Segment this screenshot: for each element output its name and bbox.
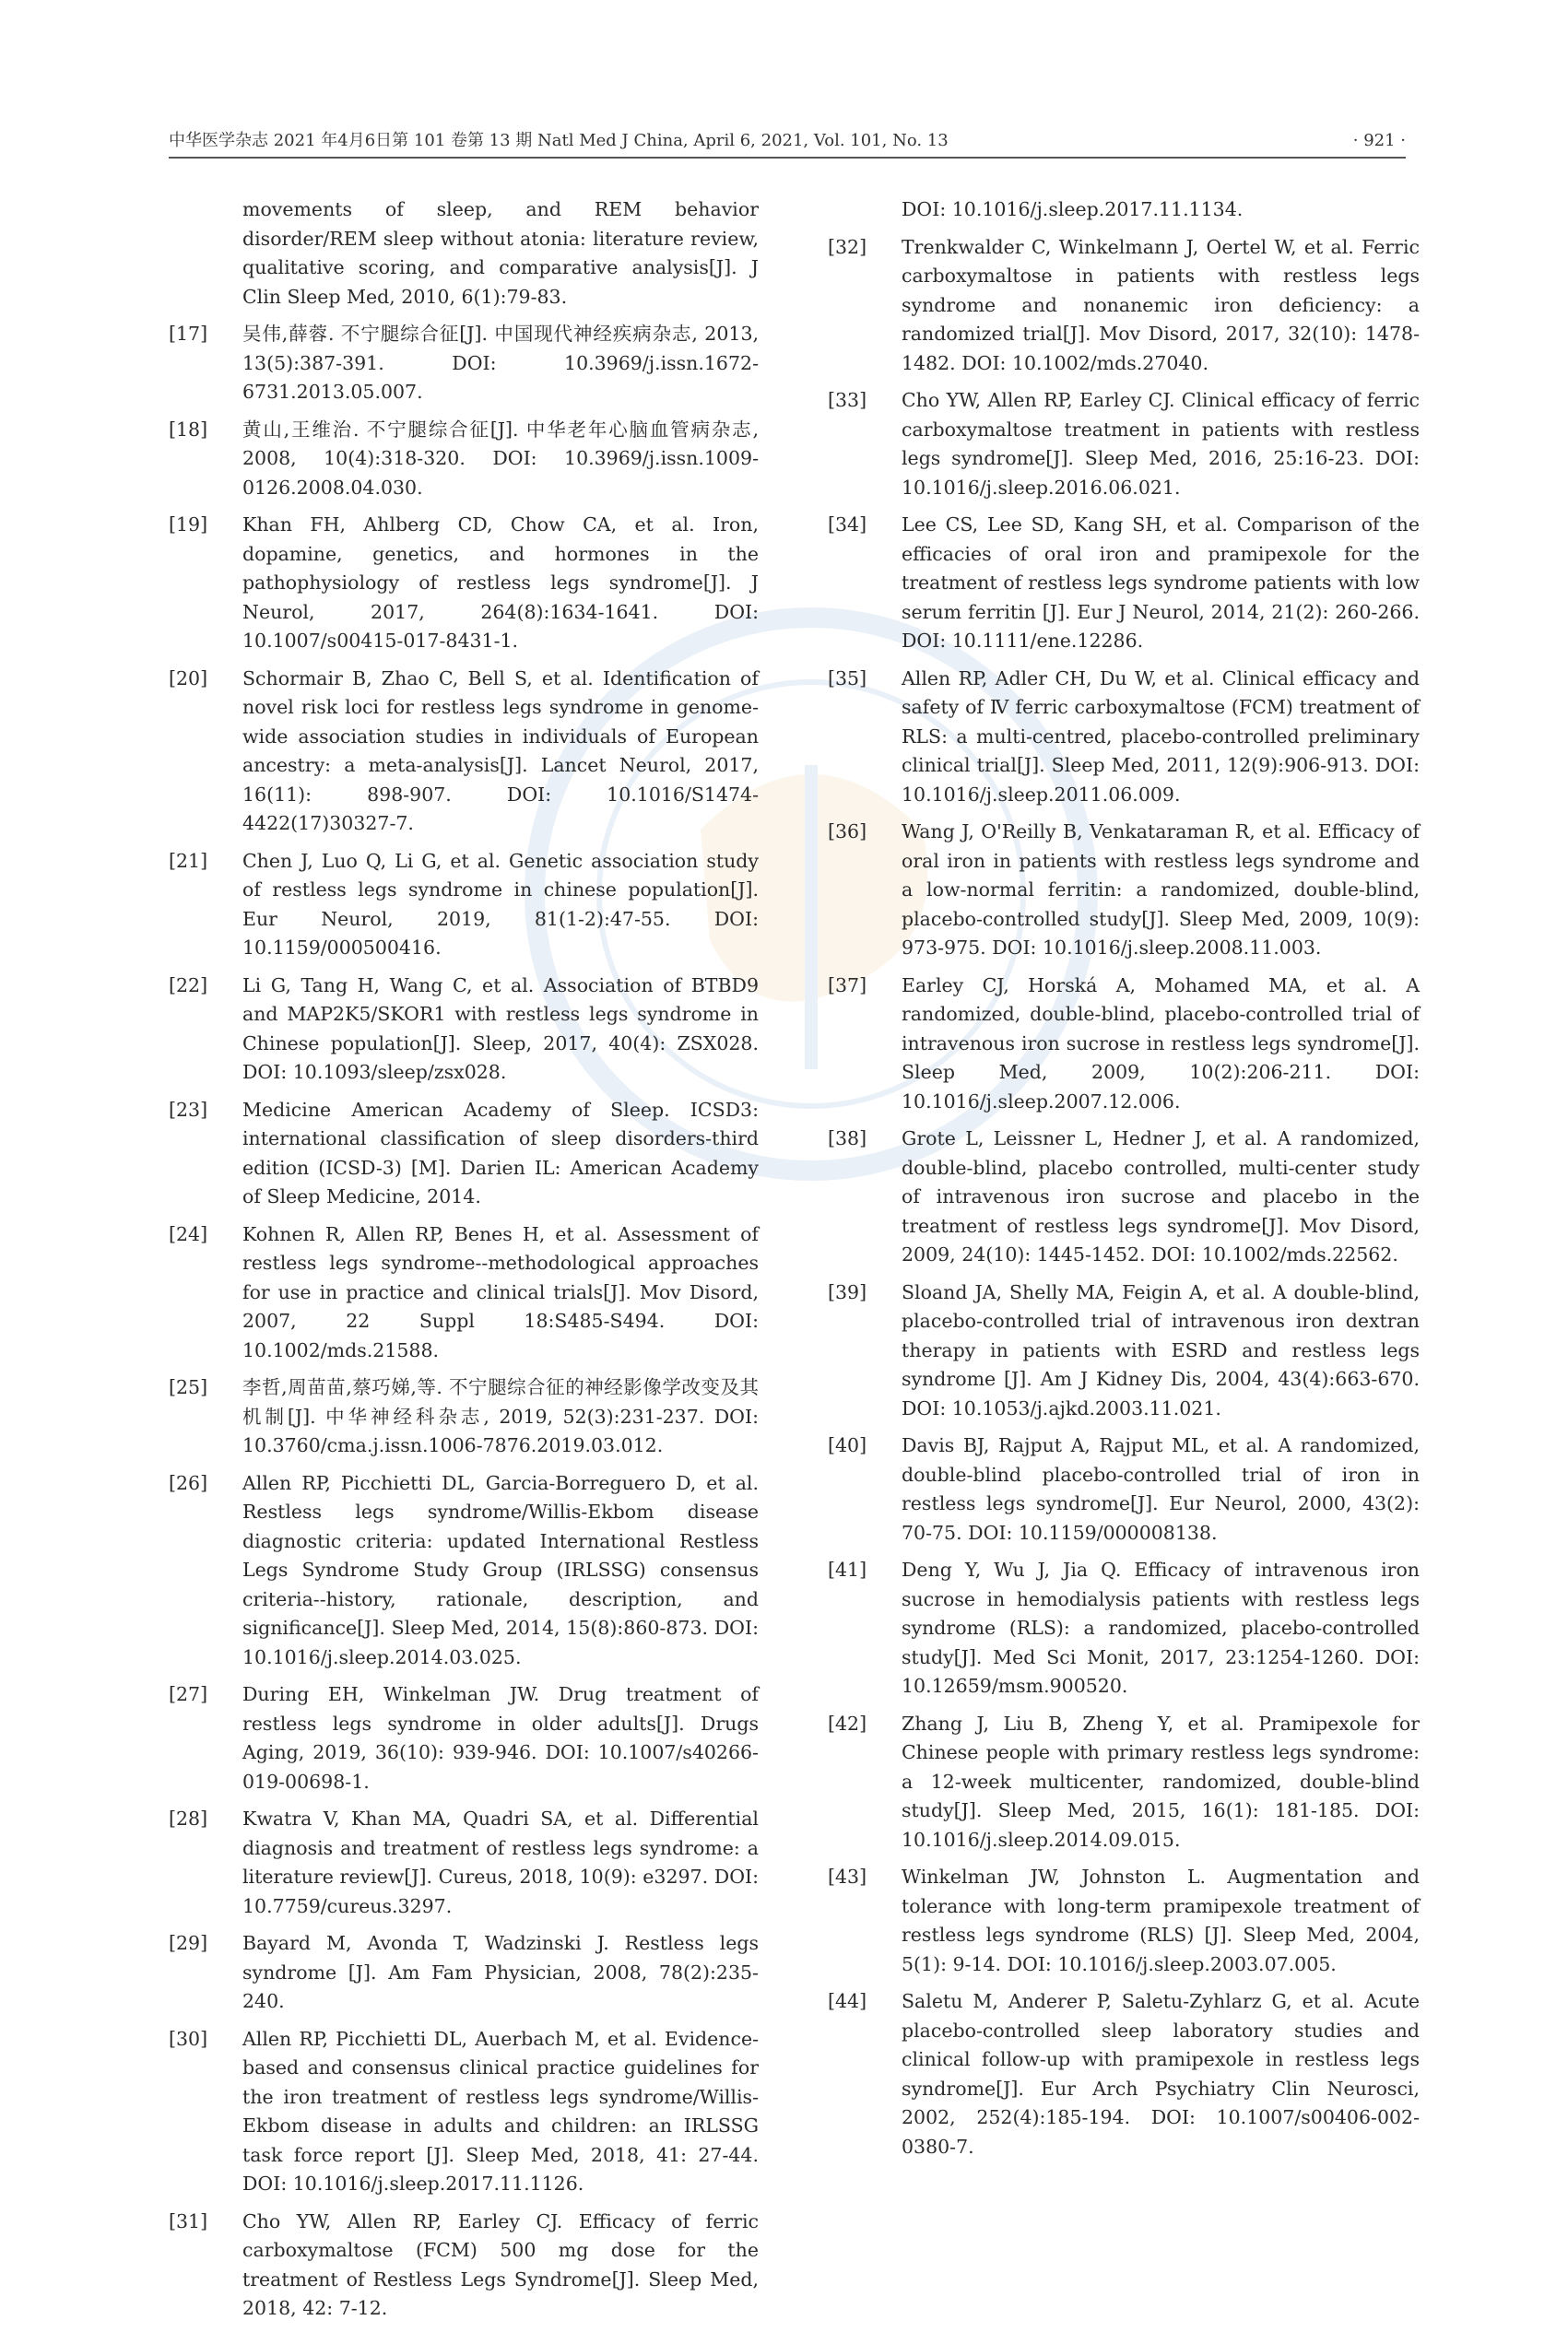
- reference-text: Trenkwalder C, Winkelmann J, Oertel W, et al. Ferric carboxymaltose in patients with restless legs syndrome and nonanemic iron deficiency: a randomized trial[J]. Mov Disord, 2017, 32(10): 1478-1482. DOI: 10.1002/mds.27040.: [902, 235, 1420, 374]
- reference-number: [28]: [169, 1808, 208, 1830]
- reference-number: [37]: [828, 973, 867, 996]
- left-continuation: movements of sleep, and REM behavior disorder/REM sleep without atonia: literature review, qualitative scoring, and comparative analysis[J]. J Clin Sleep Med, 2010, 6(1):79-83.: [242, 198, 759, 308]
- reference-number: [18]: [169, 418, 208, 441]
- reference-number: [21]: [169, 849, 208, 872]
- reference-text: Davis BJ, Rajput A, Rajput ML, et al. A randomized, double-blind placebo-controlled trial of iron in restless legs syndrome[J]. Eur Neurol, 2000, 43(2): 70-75. DOI: 10.1159/000008138.: [902, 1434, 1420, 1544]
- reference-item: [828, 1278, 1420, 1424]
- reference-item: [169, 1096, 759, 1212]
- reference-number: [35]: [828, 666, 867, 689]
- right-column: [828, 195, 1420, 2170]
- reference-item: [828, 1431, 1420, 1548]
- reference-number: [22]: [169, 973, 208, 996]
- left-column: [169, 195, 759, 2332]
- reference-item: [169, 1373, 759, 1461]
- reference-text: Winkelman JW, Johnston L. Augmentation and tolerance with long-term pramipexole treatment of restless legs syndrome (RLS) [J]. Sleep Med, 2004, 5(1): 9-14. DOI: 10.1016/j.sleep.2003.07.005.: [902, 1866, 1420, 1975]
- reference-item: [169, 1680, 759, 1796]
- reference-text: Allen RP, Picchietti DL, Garcia-Borreguero D, et al. Restless legs syndrome/Willis-Ekbom disease diagnostic criteria: updated International Restless Legs Syndrome Study Group (IRLSSG) consensus criteria--history, rationale, description, and significance[J]. Sleep Med, 2014, 15(8):860-873. DOI: 10.1016/j.sleep.2014.03.025.: [242, 1471, 759, 1668]
- reference-text: 黄山,王维治. 不宁腿综合征[J]. 中华老年心脑血管病杂志, 2008, 10(4):318-320. DOI: 10.3969/j.issn.1009-0126.2008.04.030.: [242, 418, 759, 499]
- reference-item: [169, 1220, 759, 1366]
- reference-text: Cho YW, Allen RP, Earley CJ. Efficacy of ferric carboxymaltose (FCM) 500 mg dose for the treatment of Restless Legs Syndrome[J]. Sleep Med, 2018, 42: 7-12.: [242, 2209, 759, 2319]
- reference-text: Khan FH, Ahlberg CD, Chow CA, et al. Iron, dopamine, genetics, and hormones in the pathophysiology of restless legs syndrome[J]. J Neurol, 2017, 264(8):1634-1641. DOI: 10.1007/s00415-017-8431-1.: [242, 513, 759, 652]
- reference-number: [41]: [828, 1559, 867, 1581]
- reference-number: [30]: [169, 2027, 208, 2050]
- reference-item: [169, 416, 759, 503]
- reference-number: [25]: [169, 1376, 208, 1398]
- reference-text: Kohnen R, Allen RP, Benes H, et al. Assessment of restless legs syndrome--methodological approaches for use in practice and clinical trials[J]. Mov Disord, 2007, 22 Suppl 18:S485-S494. DOI: 10.1002/mds.21588.: [242, 1222, 759, 1361]
- reference-text: Bayard M, Avonda T, Wadzinski J. Restless legs syndrome [J]. Am Fam Physician, 2008, 78(2):235-240.: [242, 1932, 759, 2012]
- reference-number: [40]: [828, 1434, 867, 1456]
- reference-number: [38]: [828, 1127, 867, 1149]
- reference-number: [36]: [828, 820, 867, 842]
- reference-item: [828, 233, 1420, 379]
- reference-item: [169, 847, 759, 963]
- journal-header: 中华医学杂志 2021 年4月6日第 101 卷第 13 期 Natl Med J China, April 6, 2021, Vol. 101, No. 13: [169, 131, 949, 150]
- reference-text: Kwatra V, Khan MA, Quadri SA, et al. Differential diagnosis and treatment of restless legs syndrome: a literature review[J]. Cureus, 2018, 10(9): e3297. DOI: 10.7759/cureus.3297.: [242, 1808, 759, 1917]
- reference-item: [828, 972, 1420, 1117]
- reference-text: Deng Y, Wu J, Jia Q. Efficacy of intravenous iron sucrose in hemodialysis patients with restless legs syndrome (RLS): a randomized, placebo-controlled study[J]. Med Sci Monit, 2017, 23:1254-1260. DOI: 10.12659/msm.900520.: [902, 1559, 1420, 1697]
- reference-text: Lee CS, Lee SD, Kang SH, et al. Comparison of the efficacies of oral iron and pramipexole for the treatment of restless legs syndrome patients with low serum ferritin [J]. Eur J Neurol, 2014, 21(2): 260-266. DOI: 10.1111/ene.12286.: [902, 513, 1420, 652]
- reference-item: [828, 1125, 1420, 1270]
- left-reference-list: [169, 320, 759, 2324]
- reference-item: [169, 665, 759, 839]
- reference-text: Wang J, O'Reilly B, Venkataraman R, et al. Efficacy of oral iron in patients with restless legs syndrome and a low-normal ferritin: a randomized, double-blind, placebo-controlled study[J]. Sleep Med, 2009, 10(9): 973-975. DOI: 10.1016/j.sleep.2008.11.003.: [902, 820, 1420, 959]
- reference-number: [23]: [169, 1098, 208, 1121]
- reference-number: [26]: [169, 1471, 208, 1494]
- reference-number: [19]: [169, 513, 208, 536]
- reference-text: Zhang J, Liu B, Zheng Y, et al. Pramipexole for Chinese people with primary restless legs syndrome: a 12-week multicenter, randomized, double-blind study[J]. Sleep Med, 2015, 16(1): 181-185. DOI: 10.1016/j.sleep.2014.09.015.: [902, 1712, 1420, 1851]
- reference-text: Li G, Tang H, Wang C, et al. Association of BTBD9 and MAP2K5/SKOR1 with restless legs syndrome in Chinese population[J]. Sleep, 2017, 40(4): ZSX028. DOI: 10.1093/sleep/zsx028.: [242, 973, 759, 1083]
- reference-text: Saletu M, Anderer P, Saletu-Zyhlarz G, et al. Acute placebo-controlled sleep laboratory studies and clinical follow-up with pramipexole in restless legs syndrome[J]. Eur Arch Psychiatry Clin Neurosci, 2002, 252(4):185-194. DOI: 10.1007/s00406-002-0380-7.: [902, 1990, 1420, 2158]
- reference-number: [27]: [169, 1683, 208, 1705]
- page-number: · 921 ·: [1352, 131, 1406, 150]
- reference-number: [44]: [828, 1990, 867, 2012]
- reference-item: [828, 1987, 1420, 2161]
- reference-item: [828, 386, 1420, 502]
- reference-text: Grote L, Leissner L, Hedner J, et al. A randomized, double-blind, placebo controlled, multi-center study of intravenous iron sucrose and placebo in the treatment of restless legs syndrome[J]. Mov Disord, 2009, 24(10): 1445-1452. DOI: 10.1002/mds.22562.: [902, 1127, 1420, 1266]
- reference-item: [828, 665, 1420, 810]
- reference-number: [31]: [169, 2209, 208, 2232]
- reference-text: Allen RP, Picchietti DL, Auerbach M, et al. Evidence-based and consensus clinical practice guidelines for the iron treatment of restless legs syndrome/Willis-Ekbom disease in adults and children: an IRLSSG task force report [J]. Sleep Med, 2018, 41: 27-44. DOI: 10.1016/j.sleep.2017.11.1126.: [242, 2027, 759, 2195]
- reference-item: [828, 1710, 1420, 1855]
- reference-item: [828, 1556, 1420, 1702]
- reference-item: [169, 1469, 759, 1673]
- reference-number: [34]: [828, 513, 867, 536]
- reference-text: During EH, Winkelman JW. Drug treatment of restless legs syndrome in older adults[J]. Drugs Aging, 2019, 36(10): 939-946. DOI: 10.1007/s40266-019-00698-1.: [242, 1683, 759, 1793]
- reference-item: [169, 2025, 759, 2199]
- reference-number: [29]: [169, 1932, 208, 1954]
- reference-text: 吴伟,薛蓉. 不宁腿综合征[J]. 中国现代神经疾病杂志, 2013, 13(5):387-391. DOI: 10.3969/j.issn.1672-6731.2013.05.007.: [242, 323, 759, 403]
- reference-number: [24]: [169, 1222, 208, 1245]
- reference-number: [42]: [828, 1712, 867, 1735]
- reference-text: Chen J, Luo Q, Li G, et al. Genetic association study of restless legs syndrome in chinese population[J]. Eur Neurol, 2019, 81(1-2):47-55. DOI: 10.1159/000500416.: [242, 849, 759, 959]
- right-reference-list: [828, 233, 1420, 2162]
- reference-item: [169, 1805, 759, 1921]
- reference-text: 李哲,周苗苗,蔡巧娣,等. 不宁腿综合征的神经影像学改变及其机制[J]. 中华神经科杂志, 2019, 52(3):231-237. DOI: 10.3760/cma.j.issn.1006-7876.2019.03.012.: [242, 1376, 759, 1456]
- reference-text: Cho YW, Allen RP, Earley CJ. Clinical efficacy of ferric carboxymaltose treatment in patients with restless legs syndrome[J]. Sleep Med, 2016, 25:16-23. DOI: 10.1016/j.sleep.2016.06.021.: [902, 389, 1420, 499]
- right-continuation: DOI: 10.1016/j.sleep.2017.11.1134.: [902, 198, 1244, 220]
- reference-number: [33]: [828, 389, 867, 411]
- reference-text: Earley CJ, Horská A, Mohamed MA, et al. A randomized, double-blind, placebo-controlled trial of intravenous iron sucrose in restless legs syndrome[J]. Sleep Med, 2009, 10(2):206-211. DOI: 10.1016/j.sleep.2007.12.006.: [902, 973, 1420, 1113]
- reference-item: [169, 1929, 759, 2017]
- reference-item: [169, 511, 759, 656]
- reference-number: [17]: [169, 323, 208, 345]
- reference-text: Sloand JA, Shelly MA, Feigin A, et al. A double-blind, placebo-controlled trial of intravenous iron dextran therapy in patients with ESRD and restless legs syndrome [J]. Am J Kidney Dis, 2004, 43(4):663-670. DOI: 10.1053/j.ajkd.2003.11.021.: [902, 1280, 1420, 1419]
- reference-item: [169, 320, 759, 407]
- reference-number: [43]: [828, 1866, 867, 1888]
- reference-item: [828, 1863, 1420, 1979]
- reference-item: [169, 2208, 759, 2324]
- running-header: [169, 127, 1406, 159]
- reference-number: [39]: [828, 1280, 867, 1303]
- reference-item: [169, 972, 759, 1088]
- reference-item: [828, 818, 1420, 963]
- reference-number: [32]: [828, 235, 867, 258]
- reference-text: Allen RP, Adler CH, Du W, et al. Clinical efficacy and safety of Ⅳ ferric carboxymaltose (FCM) treatment of RLS: a multi-centred, placebo-controlled preliminary clinical trial[J]. Sleep Med, 2011, 12(9):906-913. DOI: 10.1016/j.sleep.2011.06.009.: [902, 666, 1420, 806]
- reference-text: Medicine American Academy of Sleep. ICSD3: international classification of sleep disorders-third edition (ICSD-3) [M]. Darien IL: American Academy of Sleep Medicine, 2014.: [242, 1098, 759, 1207]
- reference-text: Schormair B, Zhao C, Bell S, et al. Identification of novel risk loci for restless legs syndrome in genome-wide association studies in individuals of European ancestry: a meta-analysis[J]. Lancet Neurol, 2017, 16(11): 898-907. DOI: 10.1016/S1474-4422(17)30327-7.: [242, 666, 759, 834]
- reference-item: [828, 511, 1420, 656]
- reference-number: [20]: [169, 666, 208, 689]
